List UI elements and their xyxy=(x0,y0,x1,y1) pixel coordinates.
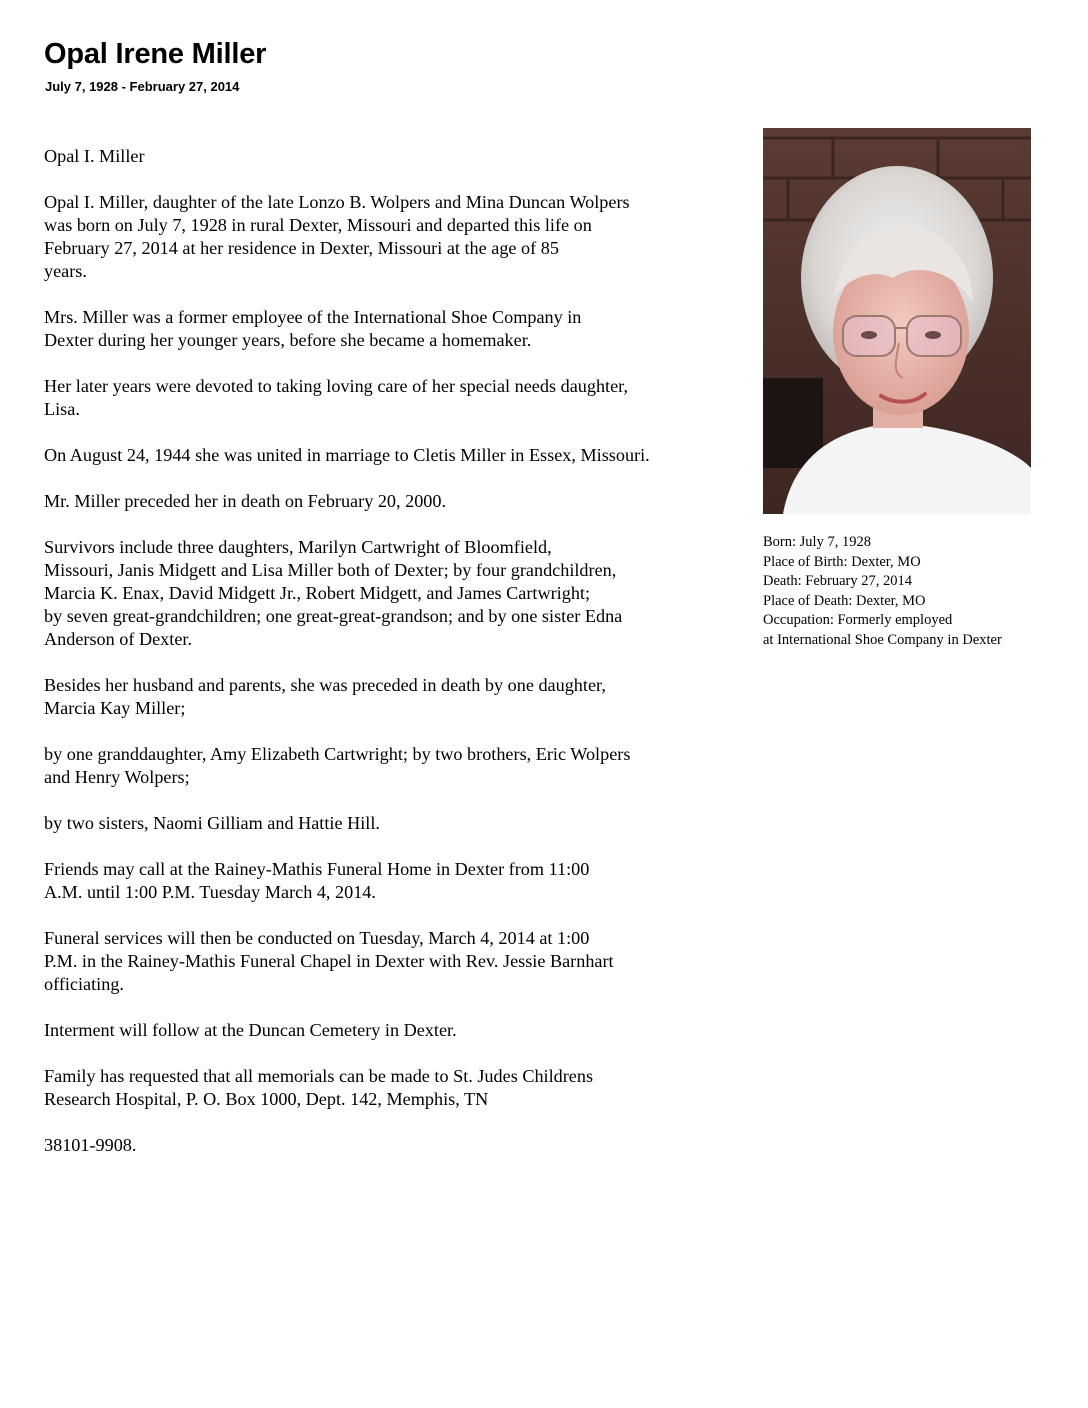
portrait-photo xyxy=(763,128,1031,514)
paragraph-preceded-sisters: by two sisters, Naomi Gilliam and Hattie Hill. xyxy=(44,813,380,833)
life-dates: July 7, 1928 - February 27, 2014 xyxy=(45,79,240,94)
paragraph-interment: Interment will follow at the Duncan Cemetery in Dexter. xyxy=(44,1020,457,1040)
paragraph-zip: 38101-9908. xyxy=(44,1135,137,1155)
obituary-body xyxy=(44,145,764,1180)
paragraph-visitation: Friends may call at the Rainey-Mathis Funeral Home in Dexter from 11:00 A.M. until 1:00 P.M. Tuesday March 4, 2014. xyxy=(44,859,590,902)
paragraph-birth: Opal I. Miller, daughter of the late Lonzo B. Wolpers and Mina Duncan Wolpers was born on July 7, 1928 in rural Dexter, Missouri and departed this life on February 27, 2014 at her residence in Dexter, Missouri at the age of 85 years. xyxy=(44,192,630,281)
paragraph-preceded: Besides her husband and parents, she was preceded in death by one daughter, Marcia Kay Miller; xyxy=(44,675,606,718)
paragraph-later-years: Her later years were devoted to taking loving care of her special needs daughter, Lisa. xyxy=(44,376,629,419)
paragraph-preceded-granddaughter: by one granddaughter, Amy Elizabeth Cartwright; by two brothers, Eric Wolpers and Henry Wolpers; xyxy=(44,744,631,787)
fact-occupation: Occupation: Formerly employed xyxy=(763,612,953,628)
fact-occupation-detail: at International Shoe Company in Dexter xyxy=(763,631,1002,648)
paragraph-funeral: Funeral services will then be conducted on Tuesday, March 4, 2014 at 1:00 P.M. in the Rainey-Mathis Funeral Chapel in Dexter with Rev. Jessie Barnhart officiating. xyxy=(44,928,614,994)
paragraph-marriage: On August 24, 1944 she was united in marriage to Cletis Miller in Essex, Missouri. xyxy=(44,445,650,465)
fact-deathplace: Place of Death: Dexter, MO xyxy=(763,592,926,609)
page-title: Opal Irene Miller xyxy=(44,38,267,70)
paragraph-memorials: Family has requested that all memorials can be made to St. Judes Childrens Research Hospital, P. O. Box 1000, Dept. 142, Memphis, TN xyxy=(44,1066,594,1109)
fact-birthplace: Place of Birth: Dexter, MO xyxy=(763,553,921,570)
fact-death: Death: February 27, 2014 xyxy=(763,573,912,589)
facts-panel xyxy=(763,533,1002,650)
paragraph-heading: Opal I. Miller xyxy=(44,146,145,166)
paragraph-husband-death: Mr. Miller preceded her in death on February 20, 2000. xyxy=(44,491,447,511)
paragraph-employment: Mrs. Miller was a former employee of the International Shoe Company in Dexter during her younger years, before she became a homemaker. xyxy=(44,307,582,350)
paragraph-survivors: Survivors include three daughters, Marilyn Cartwright of Bloomfield, Missouri, Janis Midgett and Lisa Miller both of Dexter; by four grandchildren, Marcia K. Enax, David Midgett Jr., Robert Midgett, and James Cartwright; by seven great-grandchildren; one great-great-grandson; and by one sister Edna Anderson of Dexter. xyxy=(44,537,623,649)
fact-born: Born: July 7, 1928 xyxy=(763,534,871,550)
